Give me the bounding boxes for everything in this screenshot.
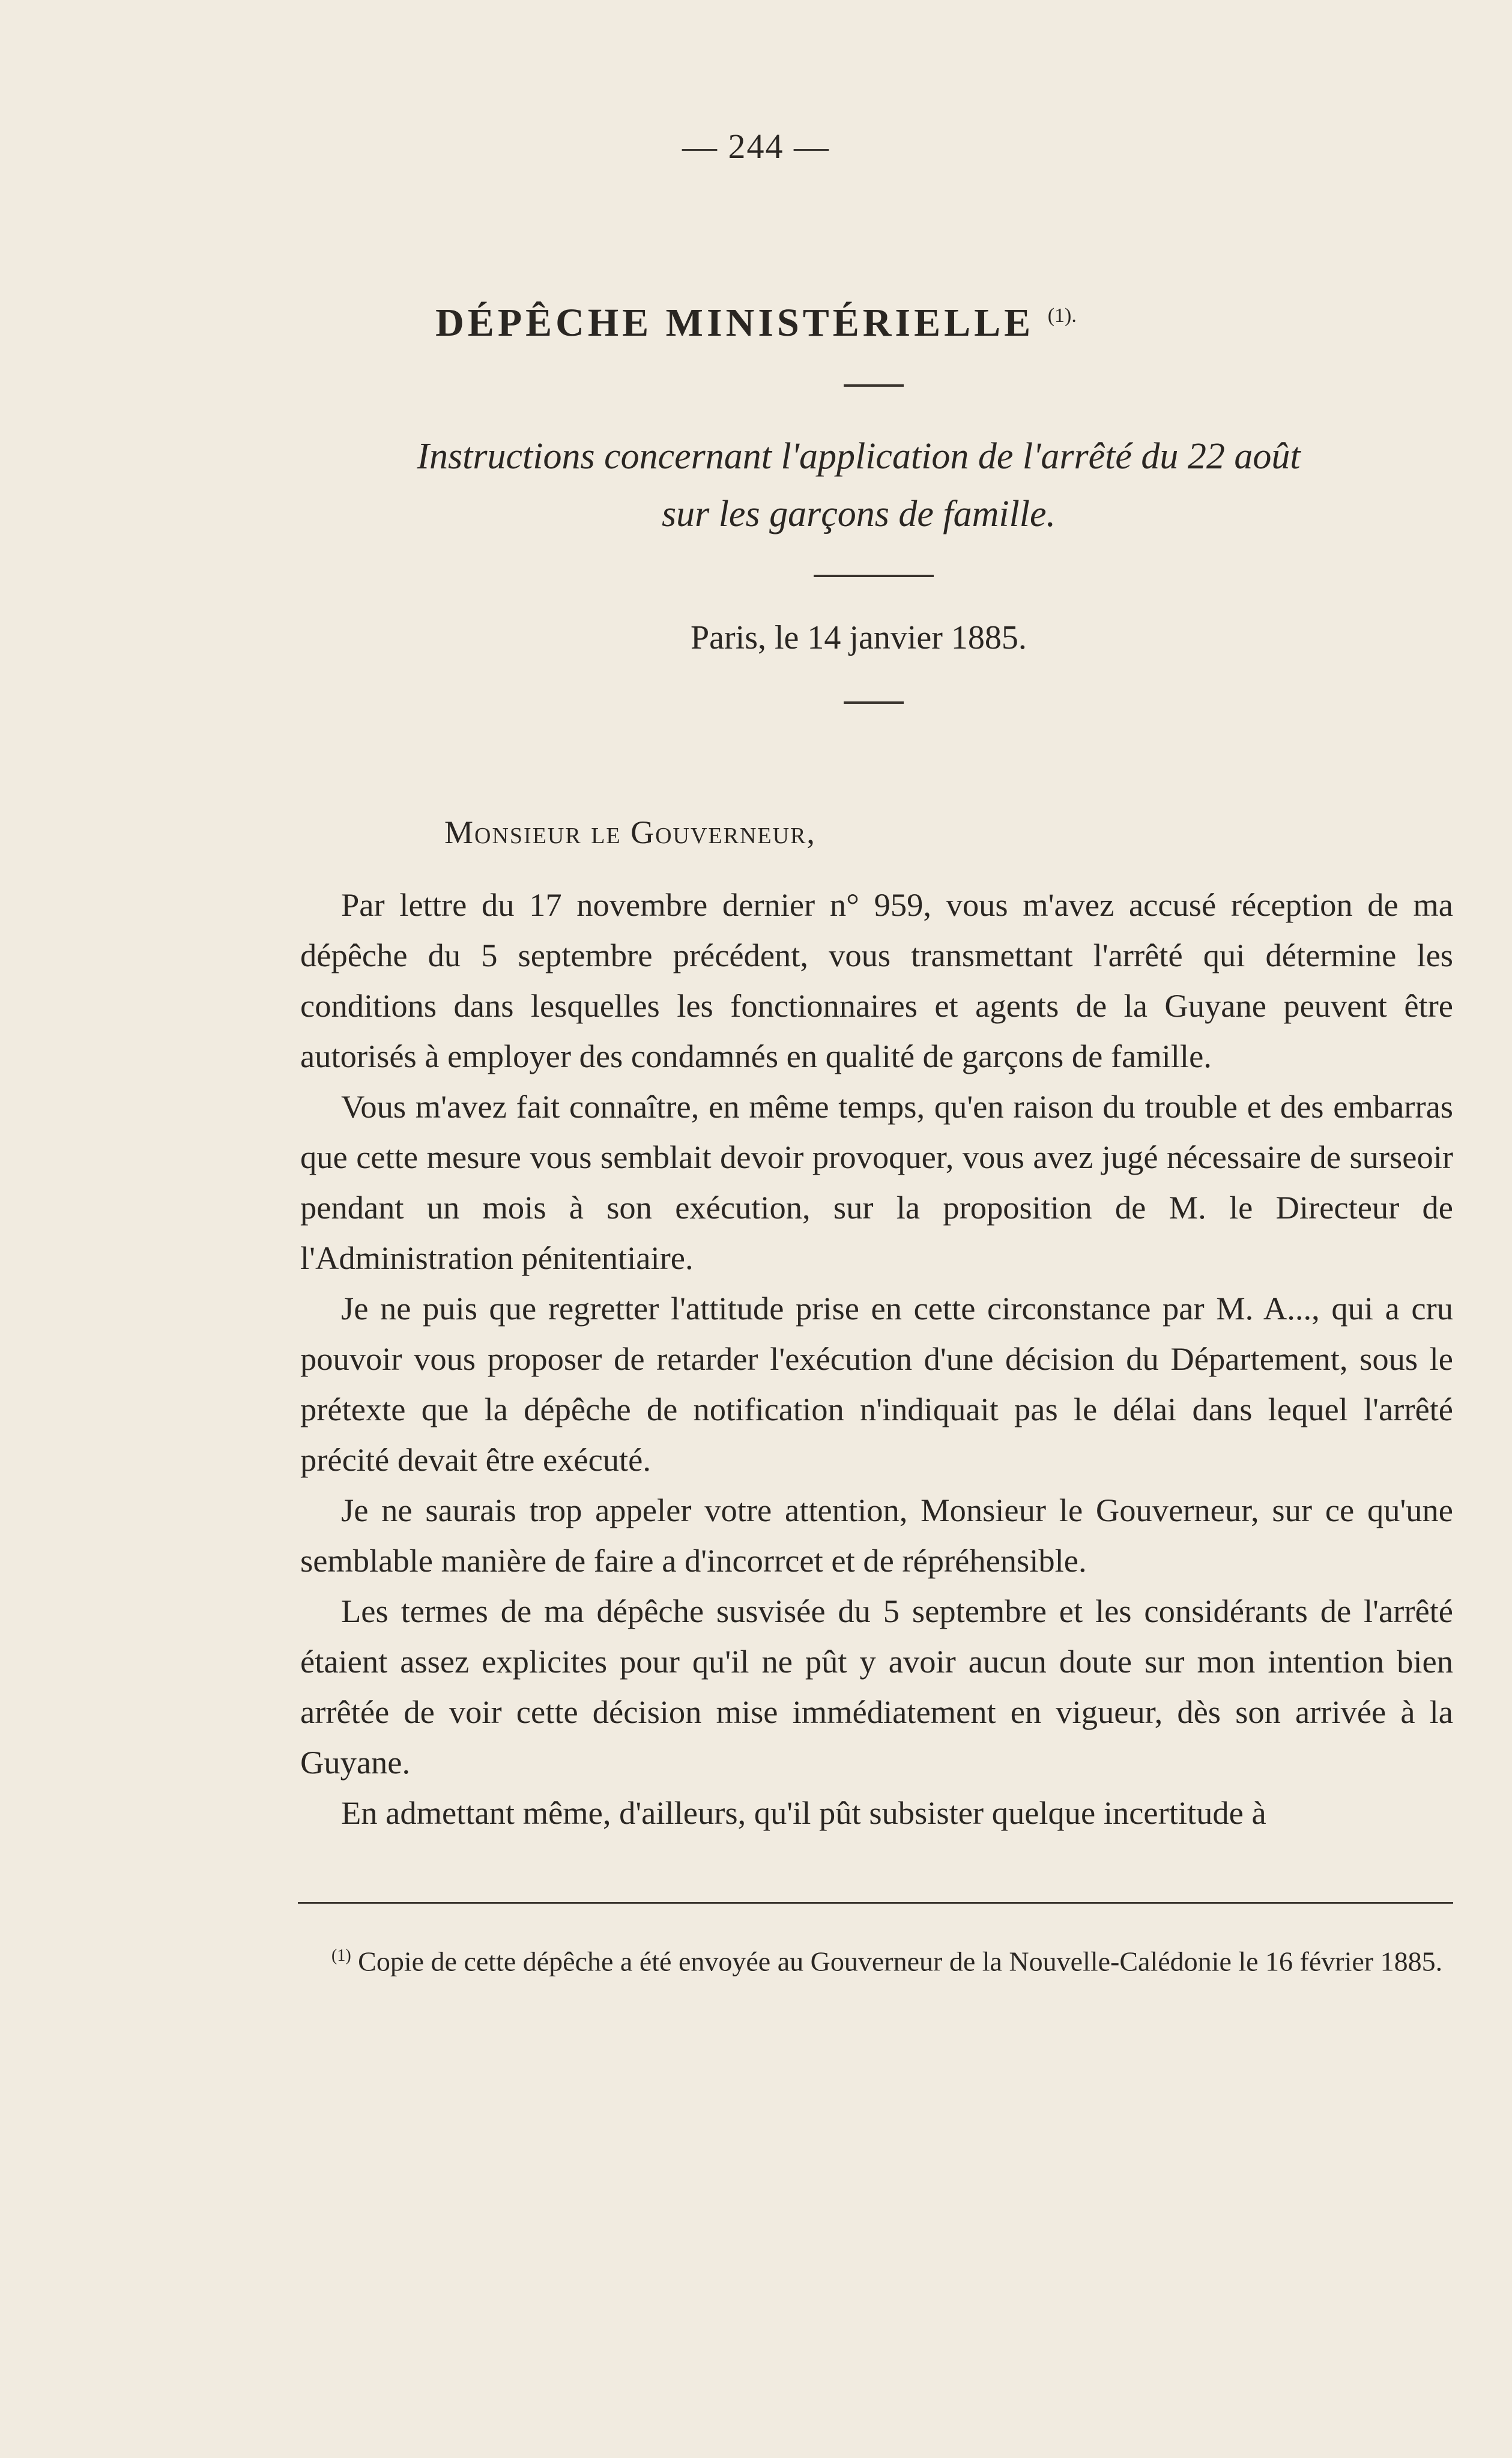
footnote [300,1935,1453,1982]
paragraph: Je ne saurais trop appeler votre attention, Monsieur le Gouverneur, sur ce qu'une semblable manière de faire a d'incorrcet et de répréhensible. [300,1492,1453,1579]
paragraph: Par lettre du 17 novembre dernier n° 959, vous m'avez accusé réception de ma dépêche du 5 septembre précédent, vous transmettant l'arrêté qui détermine les conditions dans lesquelles les fonctionnaires et agents de la Guyane peuvent être autorisés à employer des condamnés en qualité de garçons de famille. [300,886,1453,1074]
dateline-divider [844,701,904,704]
paragraph: Vous m'avez fait connaître, en même temps, qu'en raison du trouble et des embarras que cette mesure vous semblait devoir provoquer, vous avez jugé nécessaire de surseoir pendant un mois à son exécution, sur la proposition de M. le Directeur de l'Administration pénitentiaire. [300,1088,1453,1276]
document-title [0,300,1512,346]
document-subtitle [408,428,1309,543]
paragraph: En admettant même, d'ailleurs, qu'il pût subsister quelque incertitude à [341,1794,1266,1831]
subtitle-line-2: sur les garçons de famille. [661,494,1056,534]
salutation: Monsieur le Gouverneur, [444,814,816,850]
title-text: DÉPÊCHE MINISTÉRIELLE [435,301,1035,345]
paragraph: Les termes de ma dépêche susvisée du 5 septembre et les considérants de l'arrêté étaient assez explicites pour qu'il ne pût y avoir aucun doute sur mon intention bien arrêtée de voir cette décision mise immédiatement en vigueur, dès son arrivée à la Guyane. [300,1593,1453,1781]
title-divider [844,384,904,387]
footnote-text: Copie de cette dépêche a été envoyée au Gouverneur de la Nouvelle-Calédonie le 16 février 1885. [358,1946,1443,1977]
paragraph: Je ne puis que regretter l'attitude prise en cette circonstance par M. A..., qui a cru pouvoir vous proposer de retarder l'exécution d'une décision du Département, sous le prétexte que la dépêche de notification n'indiquait pas le délai dans lequel l'arrêté précité devait être exécuté. [300,1290,1453,1478]
subtitle-line-1: Instructions concernant l'application de l'arrêté du 22 août [417,436,1301,477]
title-footnote-marker: (1). [1047,304,1077,327]
subtitle-divider [814,575,934,577]
letter-body [300,880,1453,1838]
page-number: — 244 — [682,127,830,166]
footnote-divider [298,1902,1453,1904]
dateline: Paris, le 14 janvier 1885. [691,619,1027,656]
footnote-marker: (1) [331,1946,351,1965]
